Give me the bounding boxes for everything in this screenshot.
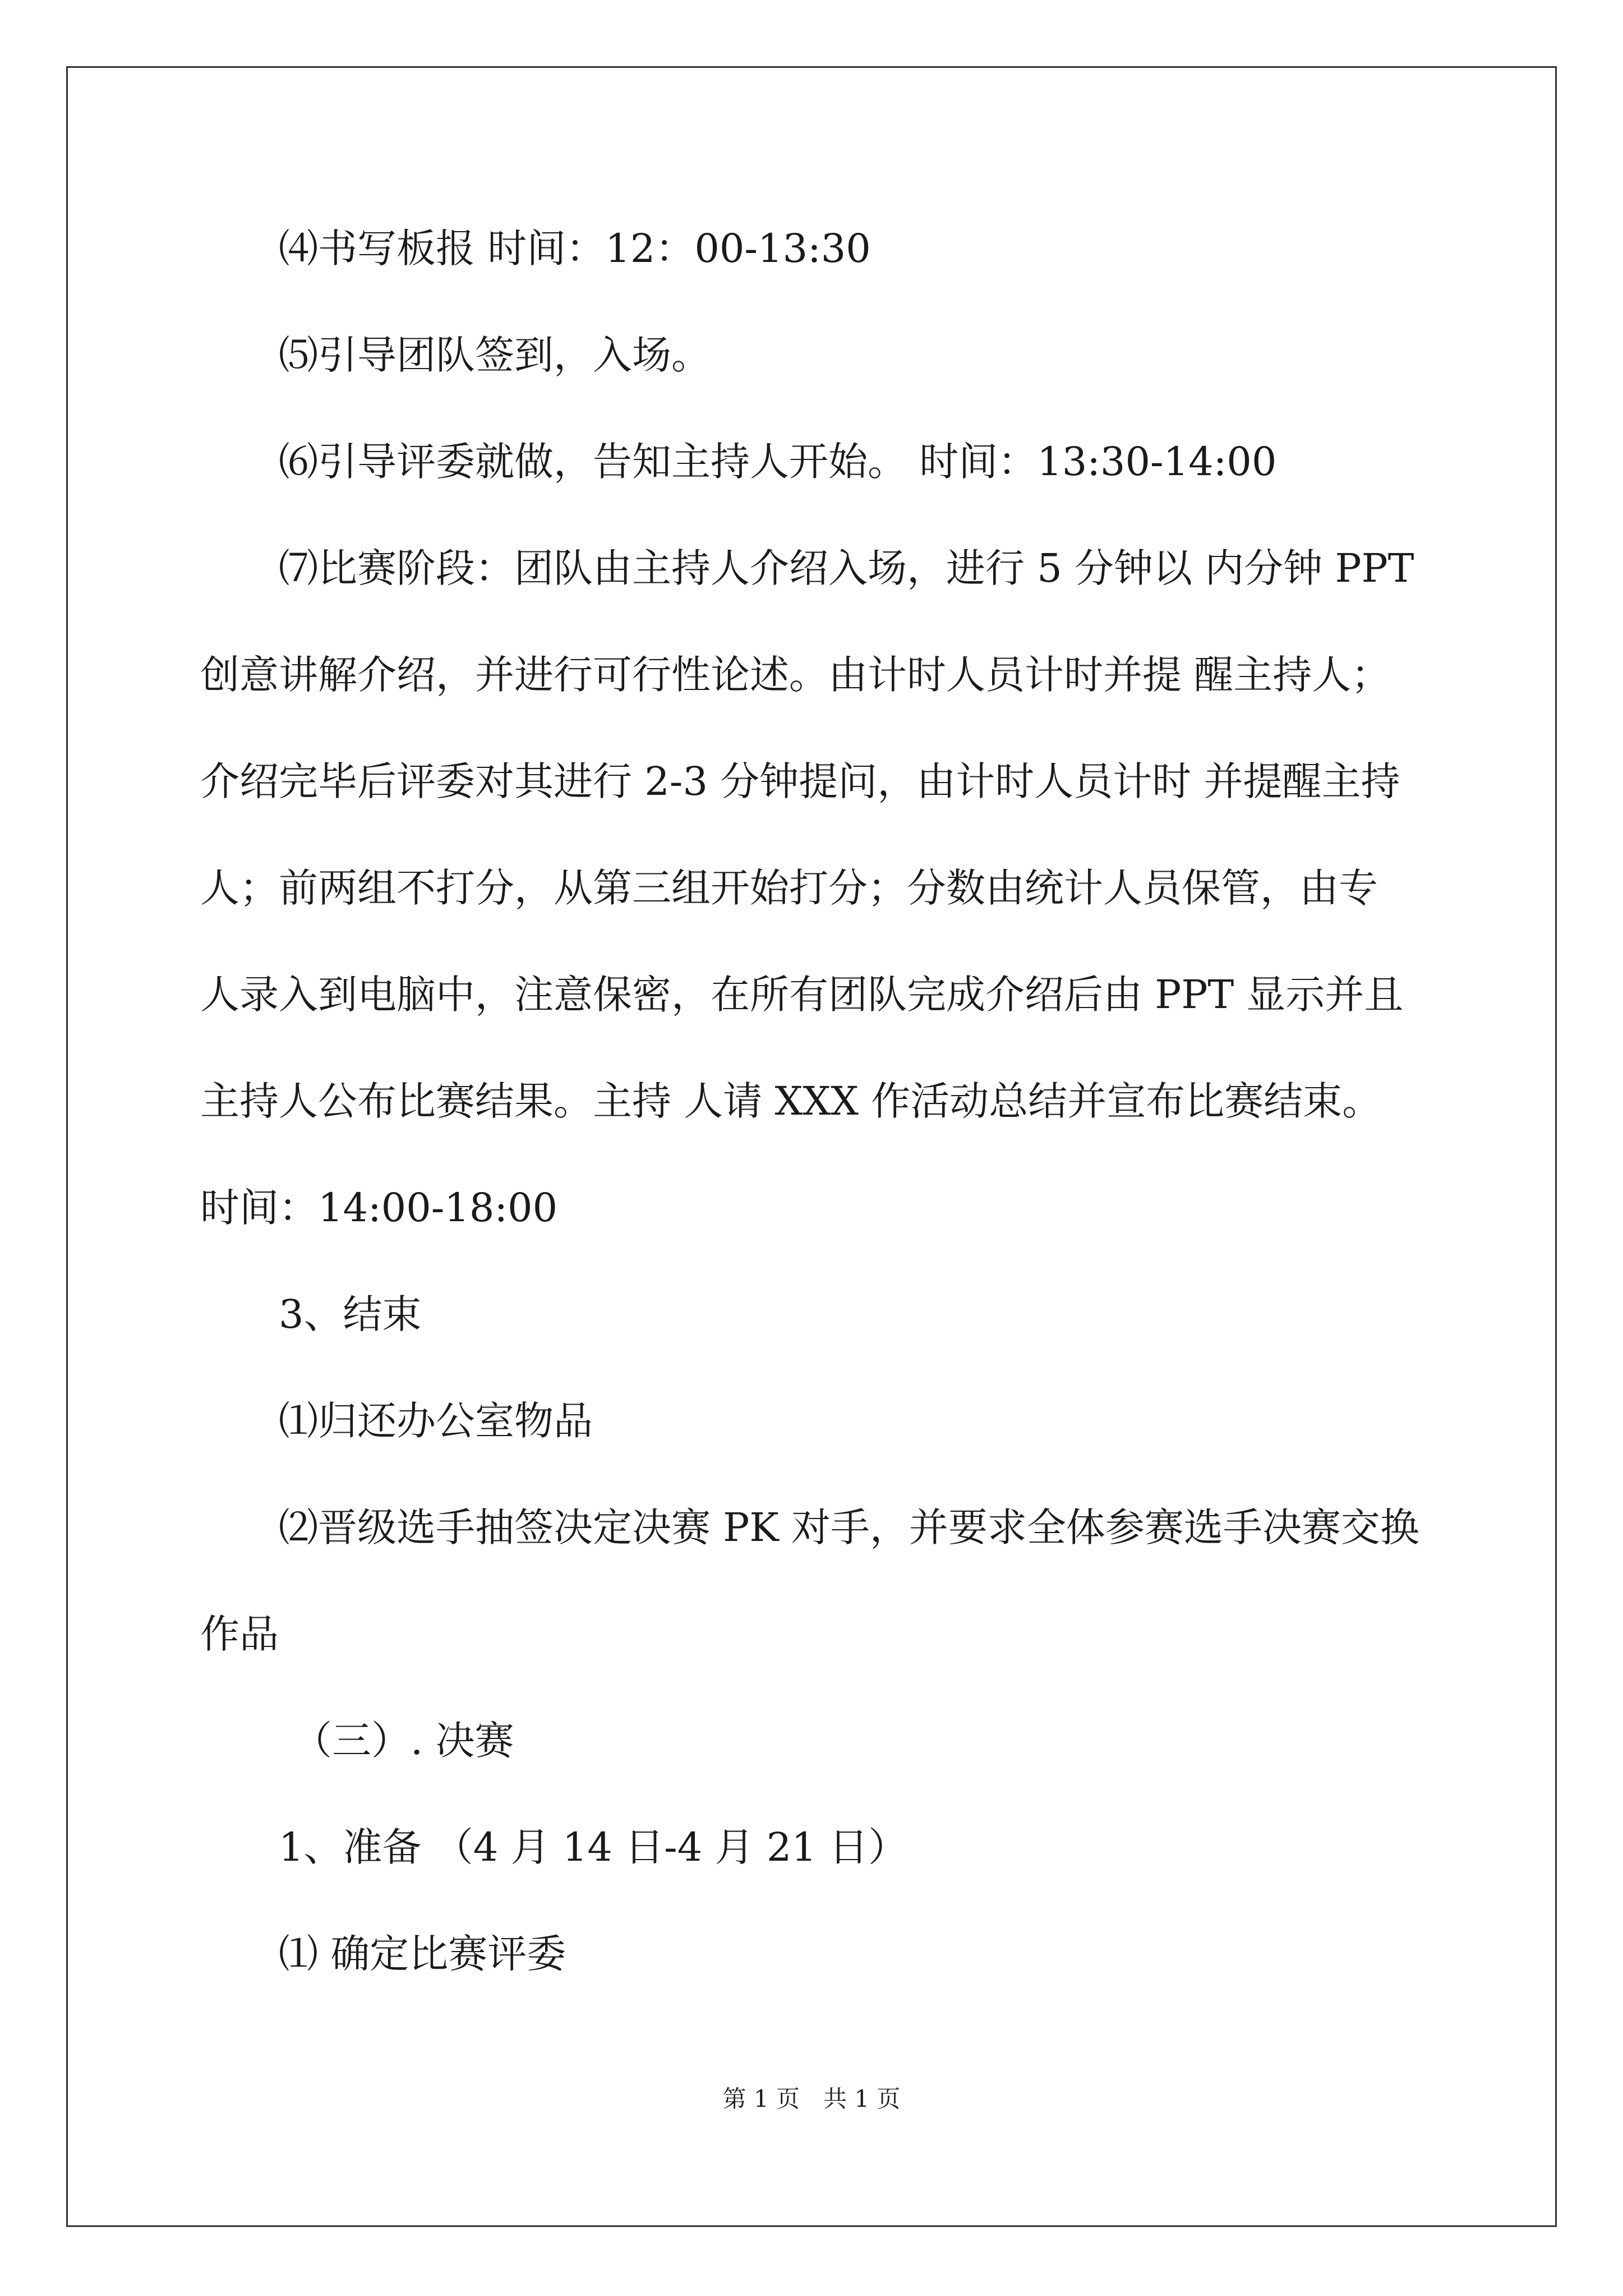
- text-line: ⑴归还办公室物品: [279, 1398, 593, 1444]
- text-line: ⑷书写板报 时间：12：00-13:30: [279, 226, 871, 272]
- page-footer: 第 1 页 共 1 页: [722, 2085, 901, 2113]
- text-line: 介绍完毕后评委对其进行 2-3 分钟提问，由计时人员计时 并提醒主持: [200, 758, 1400, 804]
- text-line: 主持人公布比赛结果。主持 人请 XXX 作活动总结并宣布比赛结束。: [200, 1078, 1382, 1124]
- text-line: 创意讲解介绍，并进行可行性论述。由计时人员计时并提 醒主持人；: [200, 652, 1391, 698]
- text-line: 人；前两组不打分，从第三组开始打分；分数由统计人员保管，由专: [200, 865, 1378, 911]
- text-line: 作品: [200, 1611, 279, 1657]
- text-line: 人录入到电脑中，注意保密，在所有团队完成介绍后由 PPT 显示并且: [200, 972, 1404, 1018]
- section-heading: （三）. 决赛: [293, 1718, 514, 1764]
- section-heading: 1、准备 （4 月 14 日-4 月 21 日）: [279, 1824, 908, 1870]
- text-line: ⑸引导团队签到，入场。: [279, 332, 711, 378]
- text-line: ⑵晋级选手抽签决定决赛 PK 对手，并要求全体参赛选手决赛交换: [279, 1504, 1419, 1550]
- text-line: 时间：14:00-18:00: [200, 1185, 558, 1231]
- section-heading: 3、结束: [279, 1291, 422, 1337]
- text-line: ⑴ 确定比赛评委: [279, 1931, 566, 1977]
- document-body: [200, 215, 1434, 2027]
- text-line: ⑹引导评委就做，告知主持人开始。 时间：13:30-14:00: [279, 439, 1277, 485]
- text-line: ⑺比赛阶段：团队由主持人介绍入场，进行 5 分钟以 内分钟 PPT: [279, 545, 1414, 591]
